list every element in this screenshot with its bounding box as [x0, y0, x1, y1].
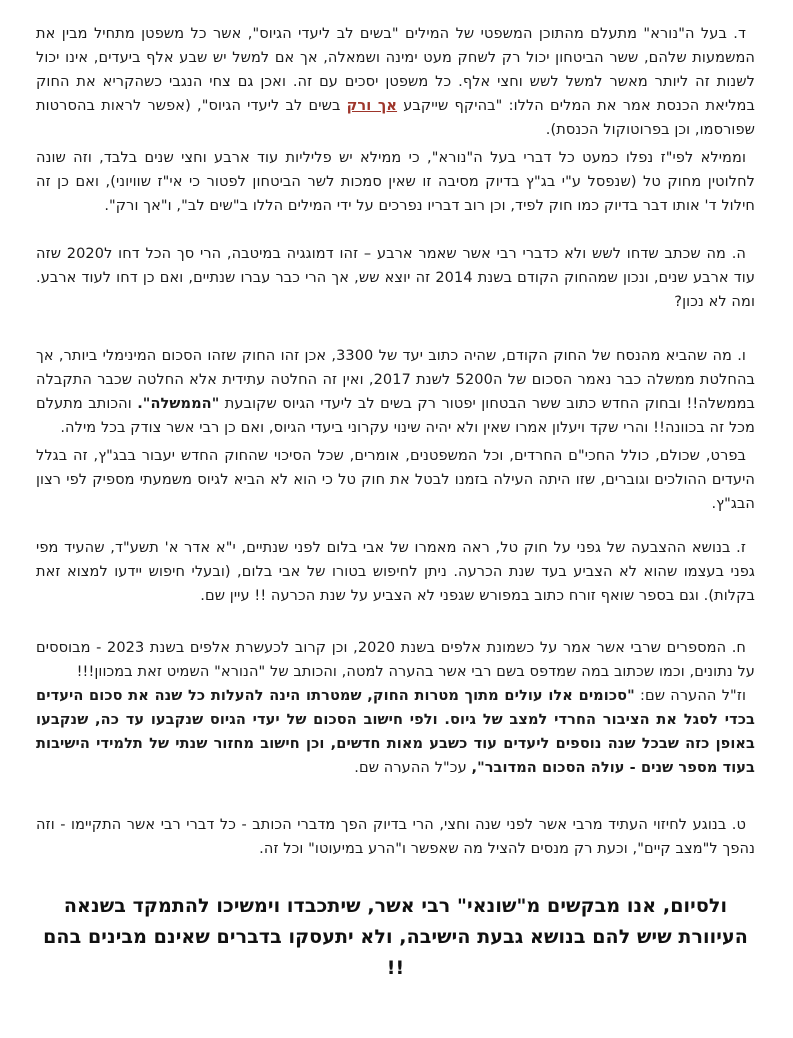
paragraph-hey	[36, 242, 755, 314]
text-run-normal: בשים לב ליעדי הגיוס", (אפשר לראות בהסרטות שפורסמו, וכן בפרוטוקול הכנסת).	[36, 98, 755, 138]
text-run-normal: ה. מה שכתב שדחו לשש ולא כדברי רבי אשר שאמר ארבע – זהו דמוגגיה במיטבה, הרי סך הכל דחו ל2020 שזה עוד ארבע שנים, ונכון שמהחוק הקודם בשנת 2014 זה יוצא שש, אך הרי כבר עברו שנתיים, ואם כן דחו לעוד ארבע. ומה לא נכון?	[36, 246, 755, 310]
text-run-normal: עכ"ל ההערה שם.	[354, 760, 472, 776]
text-run-normal: ז. בנושא ההצבעה של גפני על חוק טל, ראה מאמרו של אבי בלום לפני שנתיים, י"א אדר א' תשע"ד, שהעיד מפי גפני בעצמו שהוא לא הצביע בעד שנת הכרעה. ניתן לחיפוש בטורו של אבי בלום, (ובעלי חיפוש יידעו למצוא זאת בקלות). וגם בספר שואף זורח כתוב במפורש שגפני לא הצביע על שנת הכרעה !! עיין שם.	[36, 540, 755, 604]
paragraph-bifrat	[36, 444, 755, 516]
paragraph-tet	[36, 813, 755, 861]
text-run-normal: ד. בעל ה"נורא" מתעלם מהתוכן המשפטי של המילים "בשים לב ליעדי הגיוס", אשר כל משפטן מתחיל מבין את המשמעות שלהם, ששר הביטחון יכול רק לשחק מעט ימינה ושמאלה, אך אם למשל יש שבע אלף ביעדים, אינו יכול לשנות זה ליותר מאשר למשל לשש וחצי אלף. כל משפטן יסכים עם זה. ואכן גם צחי הנגבי כשהקריא את החוק במליאת הכנסת אמר את המלים הללו: "בהיקף שייקבע	[36, 26, 755, 114]
text-run-bold: ולסיום, אנו מבקשים מ"שונאי" רבי אשר, שיתכבדו וימשיכו להתמקד בשנאה העיוורת שיש להם בנושא גבעת הישיבה, ולא יתעסקו בדברים שאינם מבינים בהם !!	[43, 895, 748, 979]
text-run-normal: והכותב מתעלם מכל זה בכוונה!! והרי שקד ויעלון אמרו שאין ולא יהיה שינוי עקרוני ביעדי הגיוס, ואם כן רבי אשר צודק בכל מילה.	[36, 396, 755, 436]
text-run-normal: ח. המספרים שרבי אשר אמר על כשמונת אלפים בשנת 2020, וכן קרוב לכעשרת אלפים בשנת 2023 - מבוססים על נתונים, וכמו שכתוב במה שמדפס בשם רבי אשר בהערה למטה, והכותב של "הנורא" השמיט זאת במכוון!!!	[36, 640, 755, 680]
paragraph-footnote-quote	[36, 684, 755, 780]
text-run-normal: ט. בנוגע לחיזוי העתיד מרבי אשר לפני שנה וחצי, הרי בדיוק הפך מדברי הכותב - כל דברי רבי אשר התקיימו - וזה נהפך ל"מצב קיים", וכעת רק מנסים להציל מה שאפשר ו"הרע במיעוטו" וכל זה.	[36, 817, 755, 857]
text-run-normal: וממילא לפי"ז נפלו כמעט כל דברי בעל ה"נורא", כי ממילא יש פליליות עוד ארבע וחצי שנים בלבד, וזה שונה לחלוטין מחוק טל (שנפסל ע"י בג"ץ בדיוק מסיבה זו שאין סמכות לשר הביטחון לפטור כי אי"ז שוויוני), ואם כן זה חילול ד' אותו דבר בדיוק כמו חוק לפיד, וכן רוב דבריו נפרכים על ידי המילים הללו ב"שים לב", ו"אך ורק".	[36, 150, 755, 214]
closing-statement	[36, 891, 755, 984]
paragraph-chet	[36, 636, 755, 684]
text-run-normal: בפרט, שכולם, כולל החכי"ם החרדים, וכל המשפטנים, אומרים, שכל הסיכוי שהחוק החדש יעבור בבג"ץ, זה בגלל היעדים ההולכים וגוברים, שזו היתה העילה בזמנו לבטל את חוק טל כי הוא לא הביא לגיוס משמעתי מספיק לפי רצון הבג"ץ.	[36, 448, 755, 512]
paragraph-zayin	[36, 536, 755, 608]
paragraph-umimeila	[36, 146, 755, 218]
text-run-bold: "סכומים אלו עולים מתוך מטרות החוק, שמטרתו הינה להעלות כל שנה את סכום היעדים בכדי לסגל את הציבור החרדי למצב של גיוס. ולפי חישוב הסכום של יעדי הגיוס שנקבעו עד כה, שנקבעו באופן כזה שבכל שנה נוספים ליעדים עוד כשבע מאות חדשים, וכן חישוב מחזור שנתי של תלמידי הישיבות בעוד מספר שנים - עולה הסכום המדובר",	[36, 688, 755, 776]
text-run-bold: "הממשלה".	[137, 396, 220, 412]
paragraph-dalet	[36, 22, 755, 142]
text-run-redline: אך ורק	[346, 98, 398, 114]
text-run-normal: ו. מה שהביא מהנסח של החוק הקודם, שהיה כתוב יעד של 3300, אכן זהו החוק שזהו הסכום המינימלי ביותר, אך בהחלטת ממשלה כבר נאמר הסכום של ה5200 לשנת 2017, ואין זה החלטה עתידית אלא החלטה שכבר התקבלה בממשלה!! ובחוק החדש כתוב ששר הבטחון יפטור רק בשים לב ליעדי הגיוס שקובעת	[36, 348, 756, 412]
paragraph-vav	[36, 344, 755, 440]
text-run-normal: וז"ל ההערה שם:	[634, 688, 746, 704]
